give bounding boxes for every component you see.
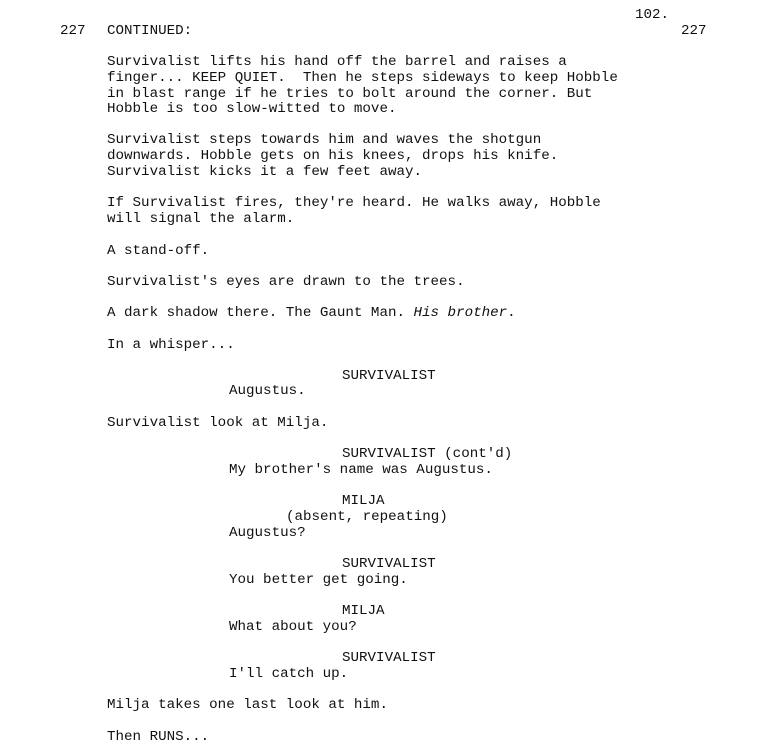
- parenthetical: (absent, repeating): [286, 509, 448, 525]
- character-name: SURVIVALIST: [342, 650, 436, 666]
- action-line: [107, 306, 516, 322]
- action-line: Milja takes one last look at him.: [107, 697, 388, 713]
- dialogue-line: What about you?: [229, 619, 357, 635]
- dialogue-line: Augustus.: [229, 383, 306, 399]
- action-line: Survivalist look at Milja.: [107, 415, 329, 431]
- character-name: SURVIVALIST: [342, 368, 436, 384]
- action-line: Survivalist kicks it a few feet away.: [107, 164, 423, 180]
- action-line: In a whisper...: [107, 337, 235, 353]
- action-line: If Survivalist fires, they're heard. He walks away, Hobble: [107, 195, 601, 211]
- scene-number-left: 227: [60, 23, 86, 39]
- emphasized-text: His brother: [413, 305, 508, 321]
- dialogue-line: You better get going.: [229, 572, 408, 588]
- action-line: Survivalist lifts his hand off the barrel and raises a: [107, 54, 567, 70]
- action-text: A dark shadow there. The Gaunt Man.: [107, 305, 414, 321]
- character-name: MILJA: [342, 493, 385, 509]
- continued-label: CONTINUED:: [107, 23, 193, 39]
- action-line: Survivalist's eyes are drawn to the trees.: [107, 274, 465, 290]
- character-name: MILJA: [342, 603, 385, 619]
- action-line: in blast range if he tries to bolt around the corner. But: [107, 86, 593, 102]
- dialogue-line: Augustus?: [229, 525, 306, 541]
- action-line: will signal the alarm.: [107, 211, 295, 227]
- action-line: Hobble is too slow-witted to move.: [107, 101, 397, 117]
- action-line: A stand-off.: [107, 243, 210, 259]
- action-line: finger... KEEP QUIET. Then he steps sideways to keep Hobble: [107, 70, 618, 86]
- page-number: 102.: [635, 7, 670, 23]
- dialogue-line: My brother's name was Augustus.: [229, 462, 493, 478]
- character-name: SURVIVALIST (cont'd): [342, 446, 513, 462]
- action-text: .: [507, 305, 516, 321]
- action-line: Survivalist steps towards him and waves the shotgun: [107, 132, 542, 148]
- dialogue-line: I'll catch up.: [229, 666, 349, 682]
- action-line: downwards. Hobble gets on his knees, drops his knife.: [107, 148, 559, 164]
- scene-number-right: 227: [681, 23, 707, 39]
- action-line: Then RUNS...: [107, 729, 210, 745]
- character-name: SURVIVALIST: [342, 556, 436, 572]
